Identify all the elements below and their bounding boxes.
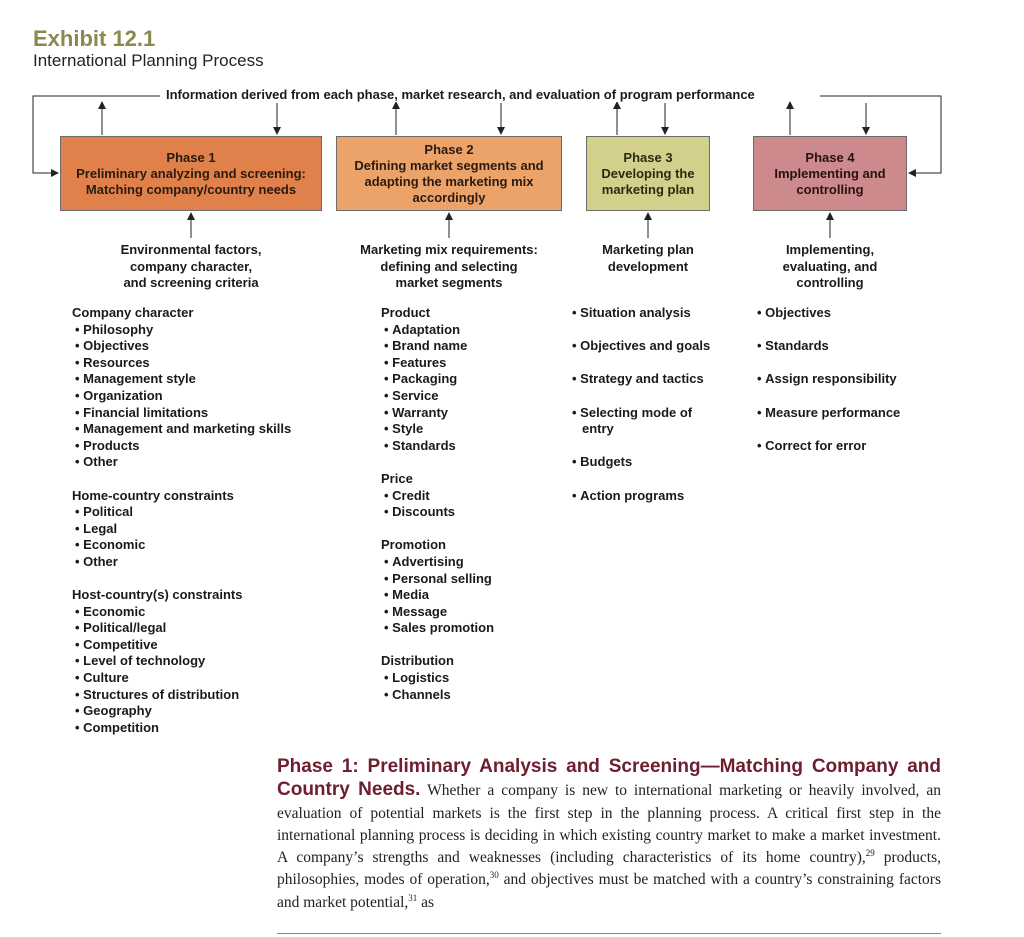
phase-2-box (336, 136, 562, 211)
group-title: Company character (72, 305, 194, 320)
list-item: • Objectives and goals (572, 338, 732, 355)
list-item: • Features (381, 355, 551, 372)
list-item: • Service (381, 388, 551, 405)
list-item: • Competitive (72, 637, 302, 654)
group-title: Price (381, 470, 413, 486)
input-line: controlling (796, 275, 864, 290)
phase-line: Phase 1 (166, 149, 216, 165)
group-title: Product (381, 305, 431, 320)
input-line: Marketing mix requirements: (360, 242, 538, 257)
list-item: • Selecting mode of entry (572, 405, 722, 438)
list-item: • Strategy and tactics (572, 371, 732, 388)
phase-line: Implementing and (774, 165, 886, 181)
list-item: • Credit (381, 488, 551, 505)
exhibit-title: International Planning Process (33, 51, 264, 70)
input-line: Implementing, (785, 242, 875, 257)
input-line: and screening criteria (123, 275, 259, 290)
paragraph-text: as (417, 893, 435, 911)
list-item: • Budgets (572, 454, 732, 471)
list-item: • Objectives (72, 338, 302, 355)
list-item: • Sales promotion (381, 620, 551, 637)
phase-line: Developing the (601, 165, 695, 181)
input-line: development (607, 258, 689, 274)
bottom-rule (277, 933, 941, 934)
footnote-ref: 30 (489, 870, 499, 881)
list-item: • Brand name (381, 338, 551, 355)
phase-line: Matching company/country needs (85, 181, 297, 197)
list-item: • Situation analysis (572, 305, 732, 322)
list-item: • Management style (72, 371, 302, 388)
paragraph-text: Whether a company is new to international marketing or heavily involved, an evaluation of potential markets is the first step in the planning process. A critical first step in the international planning process is deciding in which existing country market to make a market investment. A company’s strengths and weaknesses (including characteristics of its home country), (277, 782, 941, 867)
phase-line: Defining market segments and (354, 157, 544, 173)
list-item: • Objectives (757, 305, 937, 322)
phase-line: Phase 2 (424, 141, 474, 157)
phase-1-box (60, 136, 322, 211)
paragraph-text: products, philosophies, modes of operation, (277, 849, 941, 889)
phase-line: accordingly (412, 189, 486, 205)
list-item: • Political (72, 504, 302, 521)
phase-line: controlling (796, 181, 864, 197)
list-item: • Message (381, 604, 551, 621)
exhibit-label: Exhibit 12.1 (33, 26, 156, 51)
list-item: • Packaging (381, 371, 551, 388)
input-line: Marketing plan (602, 242, 694, 257)
feedback-caption: Information derived from each phase, market research, and evaluation of program performance (162, 87, 759, 102)
group-title: Promotion (381, 537, 446, 553)
list-item: • Level of technology (72, 653, 302, 670)
list-item: • Discounts (381, 504, 551, 521)
list-item: • Financial limitations (72, 405, 302, 422)
input-heading-4 (758, 242, 902, 292)
list-item: • Measure performance (757, 405, 937, 422)
list-item: • Other (72, 454, 302, 471)
list-item: • Culture (72, 670, 302, 687)
list-item: • Media (381, 587, 551, 604)
list-item: • Products (72, 438, 302, 455)
input-heading-3 (584, 242, 712, 275)
list-item: • Philosophy (72, 322, 302, 339)
input-line: Environmental factors, (120, 242, 262, 257)
company-factors-list (72, 305, 302, 736)
list-item: • Warranty (381, 405, 551, 422)
control-list (757, 305, 937, 471)
list-item: • Personal selling (381, 571, 551, 588)
group-title: Distribution (381, 653, 454, 669)
phase-3-box (586, 136, 710, 211)
marketing-plan-list (572, 305, 732, 521)
list-item: • Organization (72, 388, 302, 405)
list-item: • Geography (72, 703, 302, 720)
list-item: • Assign responsibility (757, 371, 937, 388)
list-item: • Logistics (381, 670, 551, 687)
list-item: • Standards (381, 438, 551, 455)
input-heading-2 (340, 242, 558, 292)
phase-line: Preliminary analyzing and screening: (76, 165, 306, 181)
input-heading-1 (100, 242, 282, 292)
list-item: • Structures of distribution (72, 687, 302, 704)
phase-line: adapting the marketing mix (364, 173, 534, 189)
list-item: • Legal (72, 521, 302, 538)
list-item: • Competition (72, 720, 302, 737)
phase-line: marketing plan (601, 181, 695, 197)
input-line: defining and selecting (380, 258, 518, 274)
list-item: • Adaptation (381, 322, 551, 339)
list-item: • Action programs (572, 488, 732, 505)
footnote-ref: 31 (408, 892, 418, 903)
list-item: • Correct for error (757, 438, 937, 455)
input-line: company character, (129, 258, 253, 274)
list-item: • Other (72, 554, 302, 571)
list-item: • Style (381, 421, 551, 438)
list-item: • Standards (757, 338, 937, 355)
phase-4-box (753, 136, 907, 211)
group-title: Home-country constraints (72, 487, 234, 503)
footnote-ref: 29 (865, 848, 875, 859)
list-item: • Resources (72, 355, 302, 372)
list-item: • Economic (72, 604, 302, 621)
list-item: • Political/legal (72, 620, 302, 637)
list-item: • Channels (381, 687, 551, 704)
section-heading: Phase 1: Preliminary Analysis and Screening—Matching Company and Country Needs. (277, 756, 941, 801)
input-line: market segments (395, 275, 503, 290)
list-item: • Advertising (381, 554, 551, 571)
phase-line: Phase 3 (623, 149, 673, 165)
marketing-mix-list (381, 305, 551, 703)
list-item: • Management and marketing skills (72, 421, 302, 438)
group-title: Host-country(s) constraints (72, 587, 243, 603)
input-line: evaluating, and (782, 258, 878, 274)
body-paragraph (277, 756, 941, 914)
list-item: • Economic (72, 537, 302, 554)
paragraph-text: and objectives must be matched with a country’s constraining factors and market potential, (277, 871, 941, 911)
phase-line: Phase 4 (805, 149, 855, 165)
